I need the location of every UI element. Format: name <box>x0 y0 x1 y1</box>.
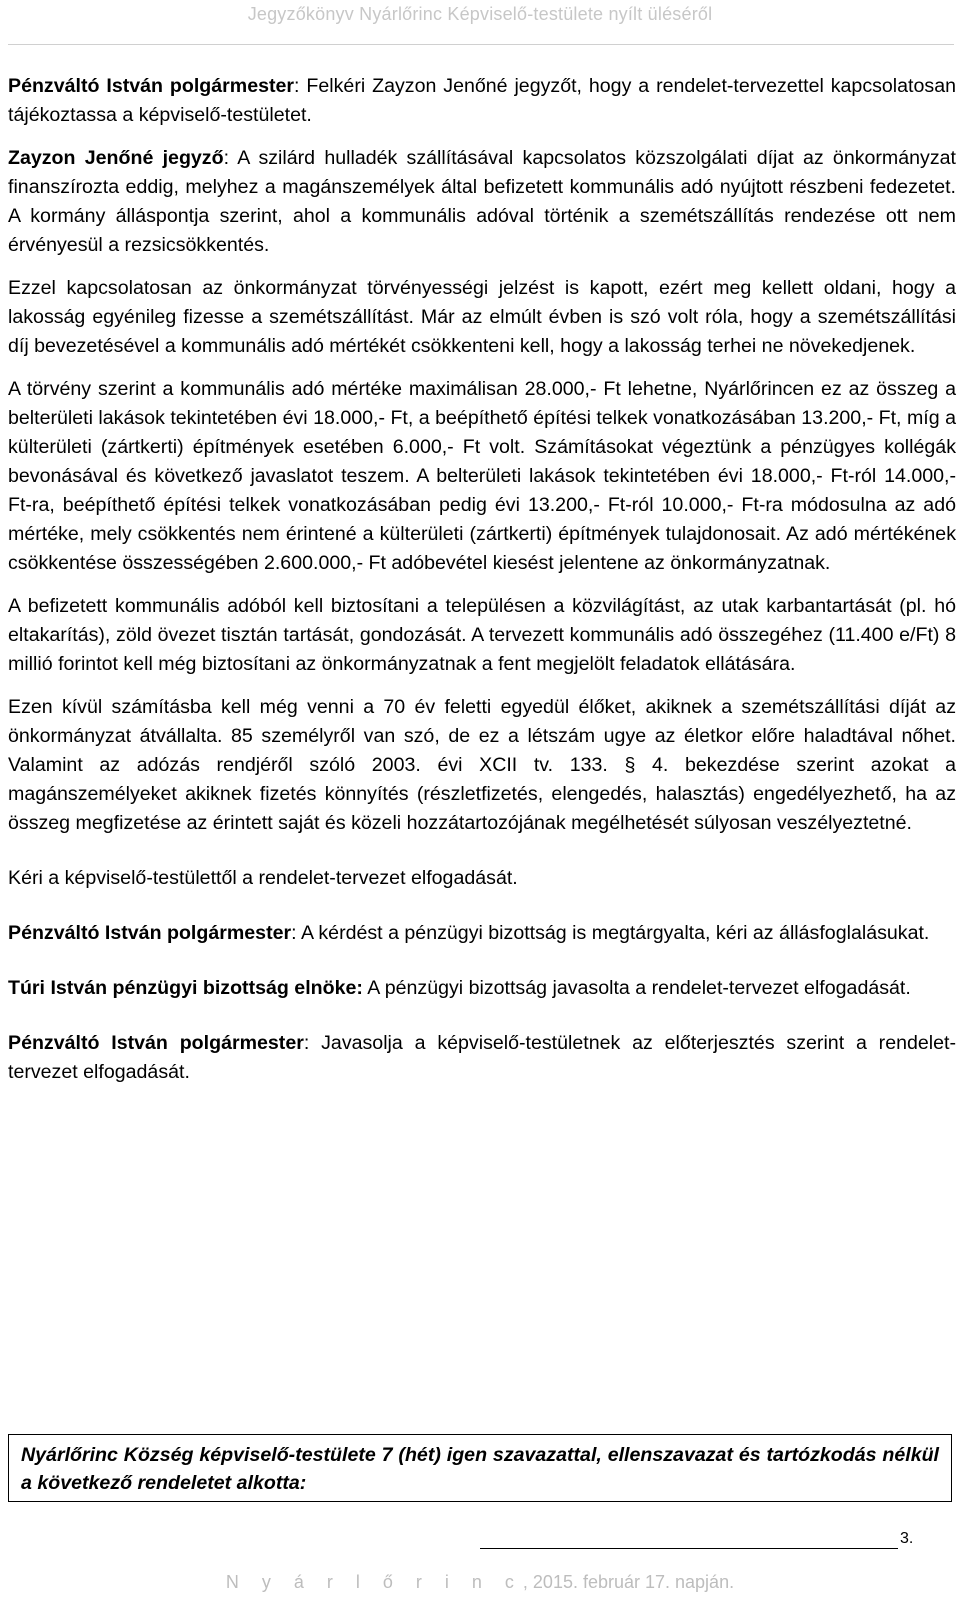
speaker-separator: : <box>223 147 238 169</box>
paragraph-text: A szilárd hulladék szállításával kapcsolatos közszolgálati díjat az önkormányzat finanszírozta eddig, melyhez a magánszemélyek által befizetett kommunális adó nyújtott részbeni fedezetet. A kormány álláspontja szerint, ahol a kommunális adóval történik a szemétszállítás rendezése ott nem érvényesül a rezsicsökkentés. <box>8 147 956 256</box>
header-divider <box>8 44 954 45</box>
speaker-separator: : <box>291 922 301 944</box>
footer-place: N y á r l ő r i n c <box>225 1572 523 1592</box>
page-header-title: Jegyzőkönyv Nyárlőrinc Képviselő-testülete nyílt üléséről <box>247 4 713 24</box>
paragraph-text: A kérdést a pénzügyi bizottság is megtárgyalta, kéri az állásfoglalásukat. <box>300 922 930 944</box>
document-body <box>8 72 956 1101</box>
speaker-separator: : <box>303 1032 322 1054</box>
paragraph-text: Javasolja a képviselő-testületnek az előterjesztés szerint a rendelet-tervezet elfogadását. <box>8 1032 956 1083</box>
paragraph-2 <box>8 144 956 260</box>
paragraph-4 <box>8 375 956 578</box>
speaker-name: Pénzváltó István polgármester <box>8 1032 304 1054</box>
paragraph-1 <box>8 72 956 130</box>
paragraph-text: A törvény szerint a kommunális adó mértéke maximálisan 28.000,- Ft lehetne, Nyárlőrincen ez az összeg a belterületi lakások tekintetében évi 18.000,- Ft, a beépíthető építési telkek vonatkozásában 13.200,- Ft, míg a külterületi (zártkerti) építmények esetében 6.000,- Ft volt. Számításokat végeztünk a pénzügyes kollégák bevonásával és következő javaslatot teszem. A belterületi lakások tekintetében évi 18.000,- Ft-ról 14.000,- Ft-ra, beépíthető építési telkek vonatkozásában pedig évi 13.200,- Ft-ról 10.000,- Ft-ra módosulna az adó mértéke, mely csökkentés nem érintené a külterületi (zártkerti) építmények tulajdonosait. Az adó mértékének csökkentése összességében 2.600.000,- Ft adóbevétel kiesést jelentene az önkormányzatnak. <box>8 378 956 574</box>
speaker-name: Pénzváltó István polgármester <box>8 922 292 944</box>
paragraph-8 <box>8 919 956 948</box>
paragraph-10 <box>8 1029 956 1087</box>
paragraph-text: Ezen kívül számításba kell még venni a 70 év feletti egyedül élőket, akiknek a szemétszállítási díját az önkormányzat átvállalta. 85 személyről van szó, de ez a létszám ugye az életkor előre haladtával nőhet. Valamint az adózás rendjéről szóló 2003. évi XCII tv. 133. § 4. bekezdése szerint azokat a magánszemélyeket akiknek fizetés könnyítés (részletfizetés, elengedés, halasztás) engedélyezhető, ha az összeg megfizetése az érintett saját és közeli hozzátartozójának megélhetését súlyosan veszélyeztetné. <box>8 696 956 834</box>
paragraph-3 <box>8 274 956 361</box>
paragraph-6 <box>8 693 956 838</box>
paragraph-text: Felkéri Zayzon Jenőné jegyzőt, hogy a rendelet-tervezettel kapcsolatosan tájékoztassa a képviselő-testületet. <box>8 75 956 126</box>
page-number: 3. <box>900 1530 914 1547</box>
paragraph-text: Kéri a képviselő-testülettől a rendelet-tervezet elfogadását. <box>8 867 518 889</box>
paragraph-text: A befizetett kommunális adóból kell biztosítani a településen a közvilágítást, az utak karbantartását (pl. hó eltakarítás), zöld övezet tisztán tartását, gondozását. A tervezett kommunális adó összegéhez (11.400 e/Ft) 8 millió forintot kell még biztosítani az önkormányzatnak a fent megjelölt feladatok ellátására. <box>8 595 956 675</box>
speaker-name: Pénzváltó István polgármester <box>8 75 295 97</box>
paragraph-7 <box>8 864 956 893</box>
footer-date: , 2015. február 17. napján. <box>522 1572 735 1592</box>
speaker-name: Túri István pénzügyi bizottság elnöke: <box>8 977 363 999</box>
paragraph-9 <box>8 974 956 1003</box>
page-footer <box>0 1572 960 1593</box>
paragraph-5 <box>8 592 956 679</box>
footer-divider <box>480 1548 898 1549</box>
speaker-name: Zayzon Jenőné jegyző <box>8 147 224 169</box>
paragraph-text: A pénzügyi bizottság javasolta a rendelet-tervezet elfogadását. <box>367 977 911 999</box>
decision-box <box>8 1434 952 1502</box>
decision-text: Nyárlőrinc Község képviselő-testülete 7 (hét) igen szavazattal, ellenszavazat és tartózkodás nélkül a következő rendeletet alkotta: <box>21 1444 939 1494</box>
paragraph-text: Ezzel kapcsolatosan az önkormányzat törvényességi jelzést is kapott, ezért meg kellett oldani, hogy a lakosság egyénileg fizesse a szemétszállítást. Már az elmúlt évben is szó volt róla, hogy a szemétszállítási díj bevezetésével a kommunális adó mértékét csökkenteni kell, hogy a lakosság terhei ne növekedjenek. <box>8 277 956 357</box>
speaker-separator: : <box>294 75 307 97</box>
